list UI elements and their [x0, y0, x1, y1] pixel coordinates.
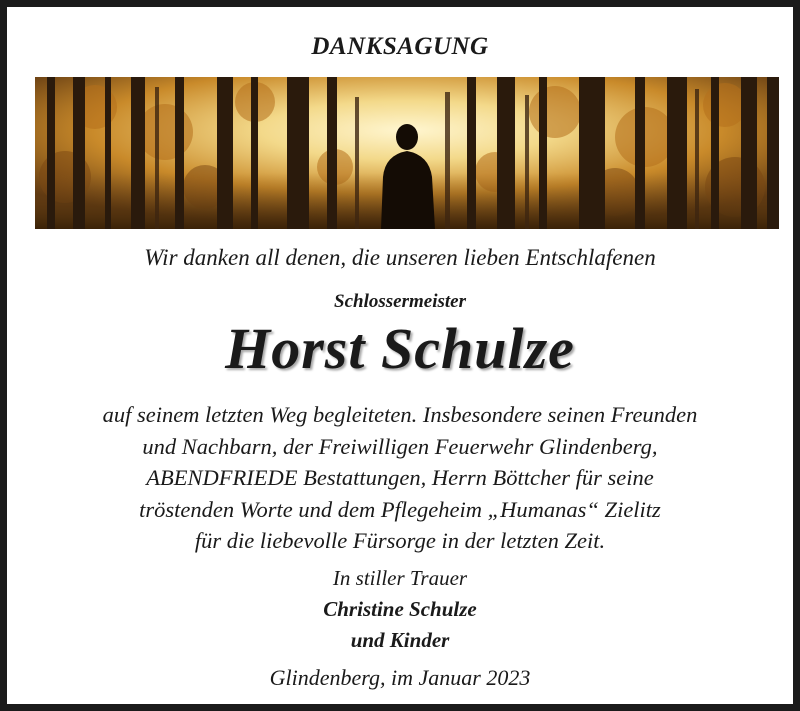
intro-text: Wir danken all denen, die unseren lieben Entschlafenen: [144, 245, 656, 270]
notice-title: DANKSAGUNG: [311, 33, 489, 60]
thanks-paragraph: [7, 399, 793, 557]
forest-photo: [35, 77, 779, 229]
deceased-name: Horst Schulze: [225, 316, 575, 381]
mourning-block: [7, 563, 793, 656]
signer-name: Christine Schulze: [323, 597, 477, 621]
thanks-line: für die liebevolle Fürsorge in der letzten Zeit.: [194, 528, 606, 553]
thanks-line: ABENDFRIEDE Bestattungen, Herrn Böttcher für seine: [146, 465, 654, 490]
thanks-line: tröstenden Worte und dem Pflegeheim „Humanas“ Zielitz: [139, 496, 661, 522]
thanks-line: auf seinem letzten Weg begleiteten. Insbesondere seinen Freunden: [102, 402, 698, 427]
deceased-profession: Schlossermeister: [334, 291, 466, 312]
forest-silhouette-image: [35, 77, 779, 229]
signer-family: und Kinder: [350, 628, 450, 652]
thanks-line: und Nachbarn, der Freiwilligen Feuerwehr Glindenberg,: [142, 433, 658, 459]
place-date: Glindenberg, im Januar 2023: [269, 665, 531, 690]
mourning-lead: In stiller Trauer: [332, 566, 468, 590]
